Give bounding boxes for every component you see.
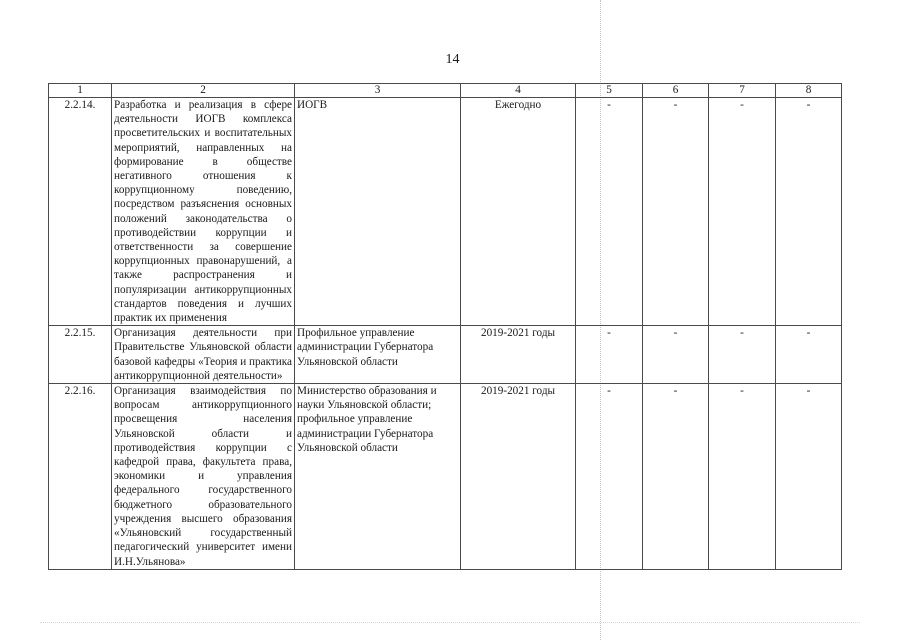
term-cell: Ежегодно — [461, 98, 576, 326]
value-cell: - — [643, 98, 709, 326]
measures-table — [48, 83, 842, 570]
column-header: 3 — [295, 84, 461, 98]
executor-cell: Министерство образования и науки Ульяновской области; профильное управление администрации Губернатора Ульяновской области — [295, 384, 461, 570]
column-header: 8 — [776, 84, 842, 98]
term-cell: 2019-2021 годы — [461, 384, 576, 570]
measure-description: Разработка и реализация в сфере деятельности ИОГВ комплекса просветительских и воспитательных мероприятий, направленных на формирование в обществе негативного отношения к коррупционному поведению, посредством разъяснения основных положений законодательства о противодействии коррупции и ответственности за совершение коррупционных правонарушений, а также распространения и популяризации антикоррупционных стандартов поведения и лучших практик их применения — [112, 98, 295, 326]
executor-cell: ИОГВ — [295, 98, 461, 326]
table-row — [49, 384, 842, 570]
value-cell: - — [709, 384, 776, 570]
measure-description: Организация взаимодействия по вопросам антикоррупционного просвещения населения Ульяновской области и противодействия коррупции с кафедрой права, факультета права, экономики и управления федерального государственного бюджетного образовательного учреждения высшего образования «Ульяновский государственный педагогический университет имени И.Н.Ульянова» — [112, 384, 295, 570]
value-cell: - — [776, 326, 842, 384]
value-cell: - — [576, 384, 643, 570]
page-number: 14 — [445, 52, 460, 67]
measure-description: Организация деятельности при Правительстве Ульяновской области базовой кафедры «Теория и практика антикоррупционной деятельности» — [112, 326, 295, 384]
column-header: 1 — [49, 84, 112, 98]
value-cell: - — [576, 98, 643, 326]
value-cell: - — [776, 98, 842, 326]
column-header: 5 — [576, 84, 643, 98]
value-cell: - — [643, 384, 709, 570]
value-cell: - — [776, 384, 842, 570]
executor-cell: Профильное управление администрации Губернатора Ульяновской области — [295, 326, 461, 384]
table-row — [49, 326, 842, 384]
row-number: 2.2.15. — [49, 326, 112, 384]
column-header: 4 — [461, 84, 576, 98]
value-cell: - — [576, 326, 643, 384]
value-cell: - — [709, 98, 776, 326]
term-cell: 2019-2021 годы — [461, 326, 576, 384]
row-number: 2.2.14. — [49, 98, 112, 326]
row-number: 2.2.16. — [49, 384, 112, 570]
table-row — [49, 98, 842, 326]
table-header-row — [49, 84, 842, 98]
scan-artifact — [40, 622, 860, 623]
column-header: 2 — [112, 84, 295, 98]
column-header: 7 — [709, 84, 776, 98]
value-cell: - — [709, 326, 776, 384]
value-cell: - — [643, 326, 709, 384]
column-header: 6 — [643, 84, 709, 98]
